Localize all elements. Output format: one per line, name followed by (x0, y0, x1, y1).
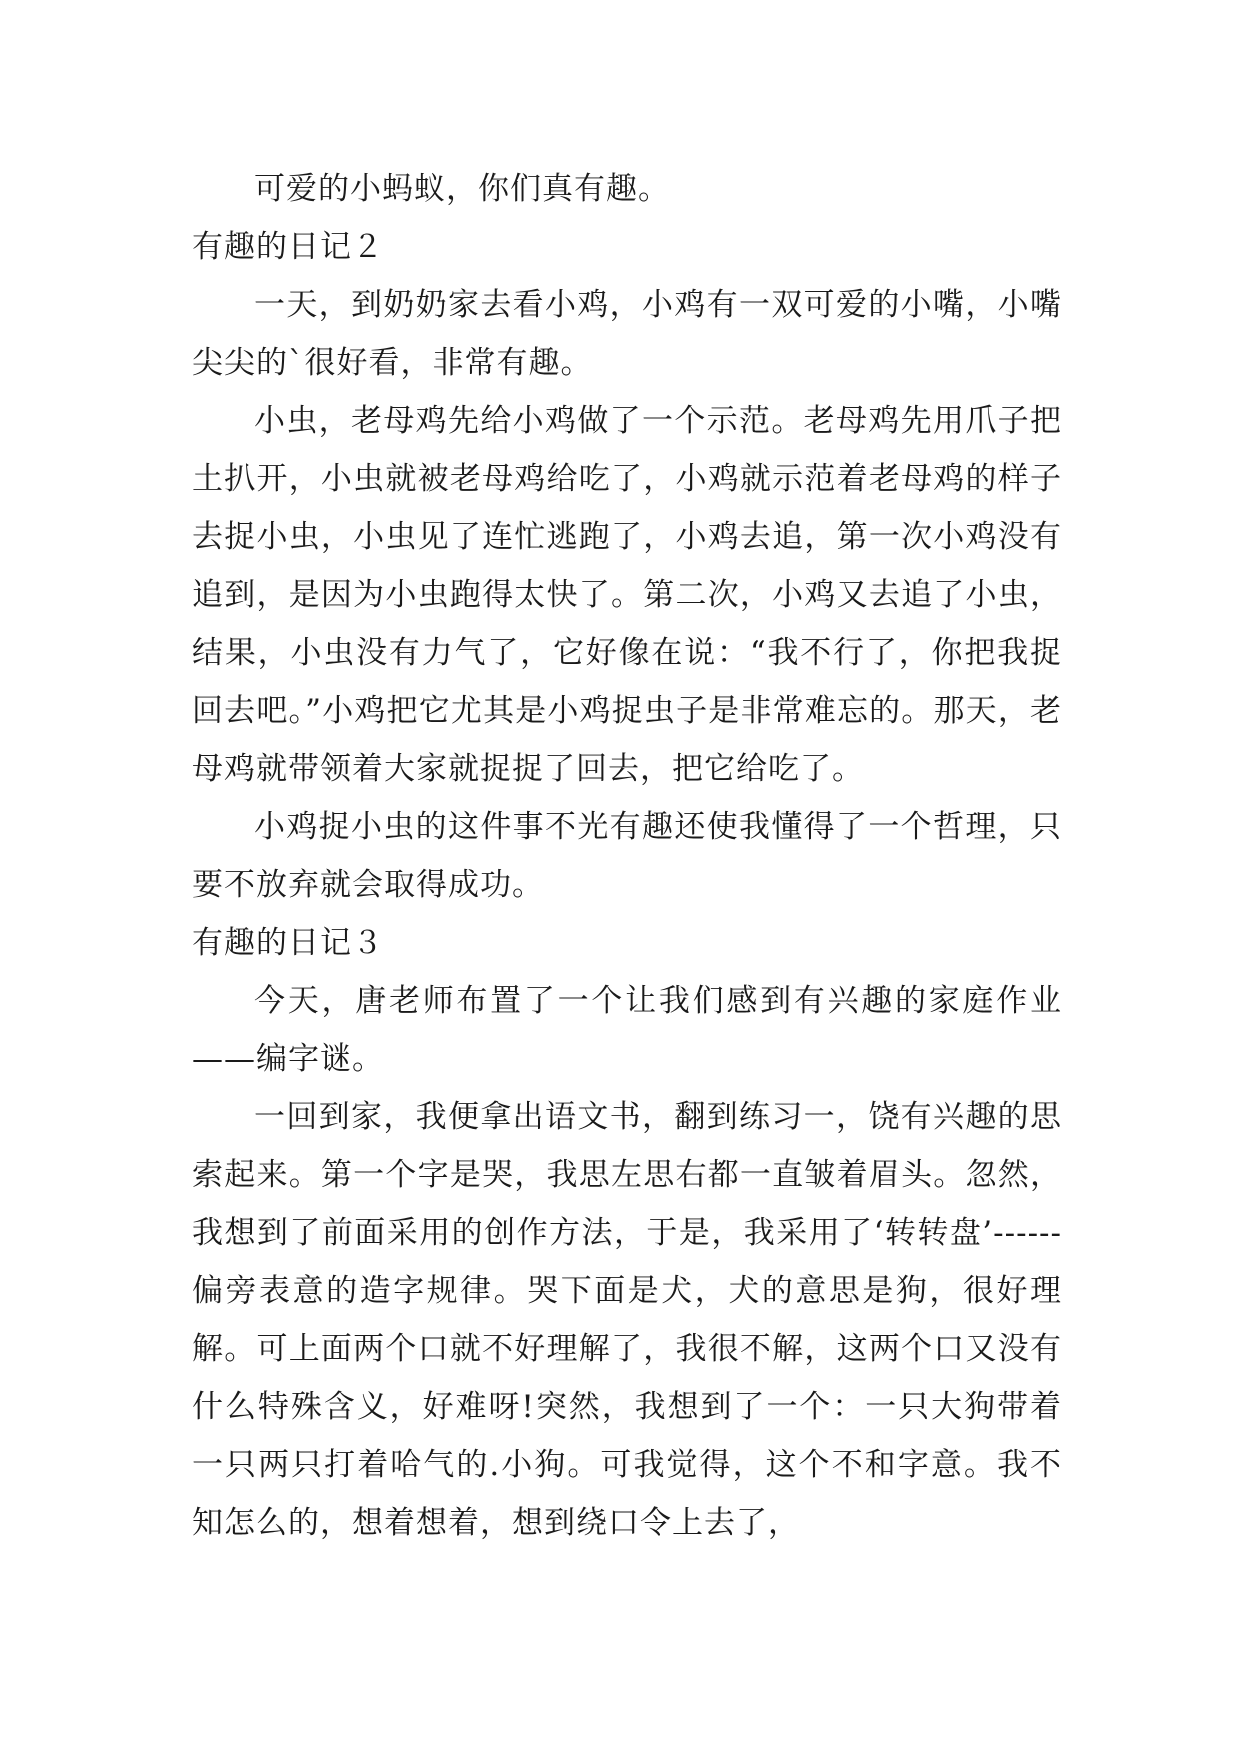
section-heading: 有趣的日记２ (192, 229, 384, 265)
paragraph: 小虫，老母鸡先给小鸡做了一个示范。老母鸡先用爪子把土扒开，小虫就被老母鸡给吃了，小鸡就示范着老母鸡的样子去捉小虫，小虫见了连忙逃跑了，小鸡去追，第一次小鸡没有追到，是因为小虫跑得太快了。第二次，小鸡又去追了小虫，结果，小虫没有力气了，它好像在说：“我不行了，你把我捉回去吧。”小鸡把它尤其是小鸡捉虫子是非常难忘的。那天，老母鸡就带领着大家就捉捉了回去，把它给吃了。 (192, 403, 1062, 787)
paragraph: 小鸡捉小虫的这件事不光有趣还使我懂得了一个哲理，只要不放弃就会取得成功。 (192, 809, 1062, 903)
paragraph: 可爱的小蚂蚁，你们真有趣。 (254, 171, 670, 207)
document-page (192, 160, 1062, 1552)
paragraph: 今天，唐老师布置了一个让我们感到有兴趣的家庭作业——编字谜。 (192, 983, 1062, 1077)
paragraph: 一天，到奶奶家去看小鸡，小鸡有一双可爱的小嘴，小嘴尖尖的`很好看，非常有趣。 (192, 287, 1062, 381)
section-heading: 有趣的日记３ (192, 925, 384, 961)
paragraph: 一回到家，我便拿出语文书，翻到练习一，饶有兴趣的思索起来。第一个字是哭，我思左思右都一直皱着眉头。忽然，我想到了前面采用的创作方法，于是，我采用了‘转转盘’------偏旁表意的造字规律。哭下面是犬，犬的意思是狗，很好理解。可上面两个口就不好理解了，我很不解，这两个口又没有什么特殊含义，好难呀!突然，我想到了一个：一只大狗带着一只两只打着哈气的.小狗。可我觉得，这个不和字意。我不知怎么的，想着想着，想到绕口令上去了， (192, 1099, 1062, 1541)
